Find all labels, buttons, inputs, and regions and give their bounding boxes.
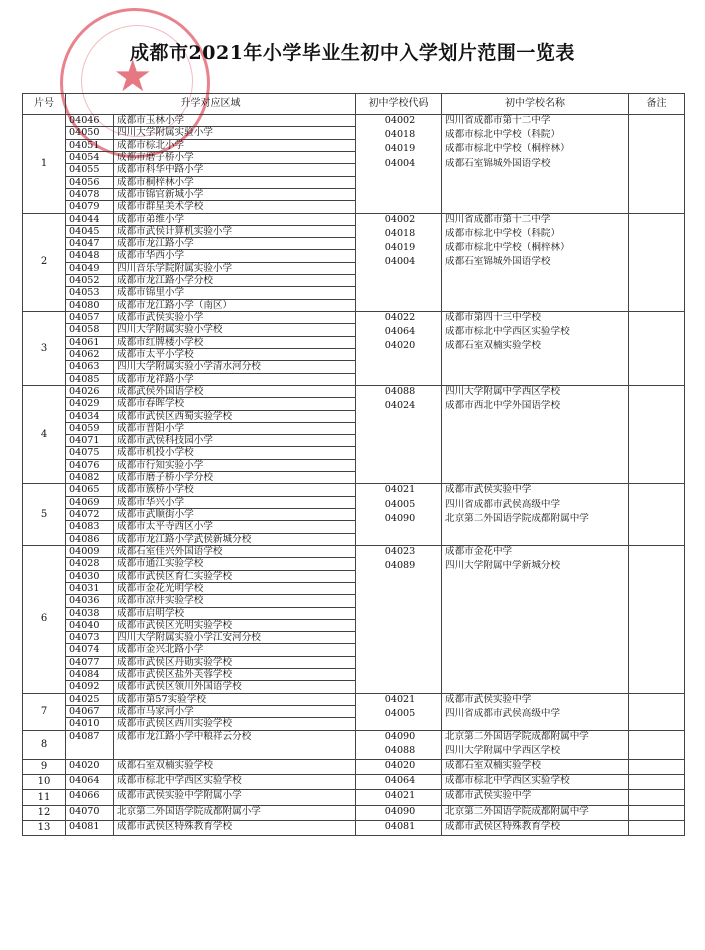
primary-school-name: 成都市磨子桥小学分校 <box>114 472 356 484</box>
primary-code: 04030 <box>66 570 114 582</box>
note-cell <box>629 730 685 759</box>
primary-code: 04067 <box>66 706 114 718</box>
middle-school-name: 成都市棕北中学西区实验学校 <box>445 775 570 787</box>
middle-school-name: 北京第二外国语学院成都附属中学 <box>445 730 589 742</box>
note-cell <box>629 484 685 546</box>
primary-code: 04049 <box>66 262 114 274</box>
middle-name-cell <box>442 730 629 759</box>
primary-school-name: 成都石室双楠实验学校 <box>114 760 356 775</box>
middle-school-code: 04024 <box>384 400 416 412</box>
primary-code: 04031 <box>66 582 114 594</box>
group-number: 11 <box>23 790 66 805</box>
table-row <box>23 545 685 557</box>
group-number: 2 <box>23 213 66 312</box>
primary-school-name: 成都市玉林小学 <box>114 115 356 127</box>
header-code: 初中学校代码 <box>356 94 442 115</box>
middle-school-name: 成都市第四十三中学校 <box>445 312 541 323</box>
primary-code: 04062 <box>66 348 114 360</box>
note-cell <box>629 775 685 790</box>
primary-school-name: 四川大学附属实验小学 <box>114 127 356 139</box>
table-row <box>23 730 685 759</box>
primary-school-name: 成都市棕北中学西区实验学校 <box>114 775 356 790</box>
primary-school-name: 成都市春晖学校 <box>114 398 356 410</box>
middle-code-cell <box>356 760 442 775</box>
middle-name-cell <box>442 805 629 820</box>
table-header-row <box>23 94 685 115</box>
primary-school-name: 成都市金兴北路小学 <box>114 644 356 656</box>
note-cell <box>629 760 685 775</box>
middle-school-name: 成都市棕北中学校（桐梓林） <box>445 241 570 253</box>
primary-school-name: 成都市行知实验小学 <box>114 459 356 471</box>
primary-code: 04092 <box>66 681 114 693</box>
primary-code: 04084 <box>66 669 114 681</box>
table-row <box>23 775 685 790</box>
table-body <box>23 115 685 836</box>
primary-school-name: 成都市群星美术学校 <box>114 201 356 213</box>
table-row <box>23 484 685 496</box>
note-cell <box>629 805 685 820</box>
primary-code: 04010 <box>66 718 114 730</box>
note-cell <box>629 790 685 805</box>
header-area: 升学对应区域 <box>66 94 356 115</box>
middle-code-cell <box>356 775 442 790</box>
primary-school-name: 成都市簇桥小学校 <box>114 484 356 496</box>
middle-code-cell <box>356 385 442 484</box>
middle-code-cell <box>356 730 442 759</box>
table-row <box>23 790 685 805</box>
middle-school-name: 成都市武侯区特殊教育学校 <box>445 820 561 832</box>
primary-school-name: 成都市弟维小学 <box>114 213 356 225</box>
primary-school-name: 成都市锦里小学 <box>114 287 356 299</box>
group-number: 12 <box>23 805 66 820</box>
primary-school-name: 成都市武侯实验小学 <box>114 312 356 324</box>
primary-school-name: 成都市武侯区育仁实验学校 <box>114 570 356 582</box>
middle-code-cell <box>356 213 442 312</box>
page-title: 成都市2021年小学毕业生初中入学划片范围一览表 <box>130 42 575 64</box>
table-row <box>23 760 685 775</box>
primary-school-name: 成都市武侯实验中学附属小学 <box>114 790 356 805</box>
middle-school-name: 成都市武侯实验中学 <box>445 693 532 705</box>
middle-school-name: 成都市棕北中学西区实验学校 <box>445 326 570 338</box>
middle-school-name: 四川大学附属中学新城分校 <box>445 560 561 572</box>
middle-school-code: 04081 <box>384 820 416 832</box>
middle-name-cell <box>442 820 629 835</box>
middle-name-cell <box>442 790 629 805</box>
middle-school-code: 04005 <box>384 707 416 719</box>
middle-school-name: 成都市西北中学外国语学校 <box>445 400 561 412</box>
primary-code: 04036 <box>66 595 114 607</box>
primary-code: 04059 <box>66 422 114 434</box>
primary-school-name: 成都市龙江路小学分校 <box>114 275 356 287</box>
primary-code: 04044 <box>66 213 114 225</box>
primary-school-name: 北京第二外国语学院成都附属小学 <box>114 805 356 820</box>
middle-school-code: 04019 <box>384 241 416 253</box>
table-row <box>23 805 685 820</box>
middle-school-code: 04023 <box>384 545 416 557</box>
middle-name-cell <box>442 213 629 312</box>
primary-school-name: 成都市武侯计算机实验小学 <box>114 225 356 237</box>
middle-school-name: 成都石室锦城外国语学校 <box>445 256 551 268</box>
middle-code-cell <box>356 312 442 386</box>
group-number: 6 <box>23 545 66 693</box>
middle-school-name: 成都市棕北中学校（科院） <box>445 227 561 239</box>
primary-school-name: 成都市武侯区领川外国语学校 <box>114 681 356 693</box>
primary-school-name: 四川音乐学院附属实验小学 <box>114 262 356 274</box>
middle-school-code: 04090 <box>384 730 416 742</box>
group-number: 4 <box>23 385 66 484</box>
primary-code: 04038 <box>66 607 114 619</box>
primary-code: 04025 <box>66 693 114 705</box>
middle-school-name: 北京第二外国语学院成都附属中学 <box>445 512 589 524</box>
primary-school-name: 成都市太平小学校 <box>114 348 356 360</box>
middle-school-code: 04002 <box>384 115 416 126</box>
middle-school-name: 四川省成都市第十二中学 <box>445 213 551 225</box>
primary-school-name: 成都市第57实验学校 <box>114 693 356 705</box>
middle-school-name: 四川大学附属中学西区学校 <box>445 385 561 397</box>
middle-school-name: 成都市武侯实验中学 <box>445 790 532 802</box>
primary-school-name: 成都市太平寺西区小学 <box>114 521 356 533</box>
primary-code: 04034 <box>66 410 114 422</box>
primary-code: 04056 <box>66 176 114 188</box>
primary-code: 04080 <box>66 299 114 311</box>
primary-code: 04057 <box>66 312 114 324</box>
primary-code: 04087 <box>66 730 114 759</box>
primary-code: 04085 <box>66 373 114 385</box>
primary-school-name: 成都市武侯科技园小学 <box>114 435 356 447</box>
primary-school-name: 四川大学附属实验小学校 <box>114 324 356 336</box>
middle-code-cell <box>356 484 442 546</box>
primary-code: 04052 <box>66 275 114 287</box>
middle-school-code: 04089 <box>384 560 416 572</box>
middle-school-code: 04004 <box>384 256 416 268</box>
middle-name-cell <box>442 760 629 775</box>
note-cell <box>629 115 685 214</box>
primary-school-name: 成都市桐梓林小学 <box>114 176 356 188</box>
primary-school-name: 成都市启明学校 <box>114 607 356 619</box>
district-table <box>22 93 685 836</box>
group-number: 8 <box>23 730 66 759</box>
middle-school-code: 04005 <box>384 498 416 510</box>
primary-school-name: 成都市科华中路小学 <box>114 164 356 176</box>
note-cell <box>629 820 685 835</box>
table-row <box>23 213 685 225</box>
primary-school-name: 成都市龙江路小学 <box>114 238 356 250</box>
middle-school-name: 成都市棕北中学校（桐梓林） <box>445 143 570 155</box>
middle-school-code: 04022 <box>384 312 416 323</box>
group-number: 7 <box>23 693 66 730</box>
middle-school-code: 04021 <box>384 484 416 496</box>
middle-school-code: 04021 <box>384 790 416 802</box>
group-number: 3 <box>23 312 66 386</box>
table-row <box>23 385 685 397</box>
primary-code: 04026 <box>66 385 114 397</box>
primary-school-name: 成都市棕北小学 <box>114 139 356 151</box>
middle-school-code: 04019 <box>384 143 416 155</box>
middle-school-code: 04064 <box>384 326 416 338</box>
middle-school-name: 成都石室锦城外国语学校 <box>445 157 551 169</box>
primary-code: 04066 <box>66 790 114 805</box>
primary-school-name: 成都市机投小学校 <box>114 447 356 459</box>
primary-school-name: 成都市晋阳小学 <box>114 422 356 434</box>
middle-code-cell <box>356 115 442 214</box>
table-row <box>23 312 685 324</box>
primary-code: 04040 <box>66 619 114 631</box>
primary-school-name: 成都市华兴小学 <box>114 496 356 508</box>
primary-code: 04086 <box>66 533 114 545</box>
primary-school-name: 成都市武侯区西川实验学校 <box>114 718 356 730</box>
header-no: 片号 <box>23 94 66 115</box>
primary-code: 04048 <box>66 250 114 262</box>
primary-school-name: 成都市红牌楼小学校 <box>114 336 356 348</box>
middle-code-cell <box>356 790 442 805</box>
primary-school-name: 成都市通江实验学校 <box>114 558 356 570</box>
middle-school-name: 四川省成都市武侯高级中学 <box>445 707 561 719</box>
group-number: 5 <box>23 484 66 546</box>
primary-code: 04078 <box>66 188 114 200</box>
primary-school-name: 四川大学附属实验小学清水河分校 <box>114 361 356 373</box>
primary-code: 04020 <box>66 760 114 775</box>
middle-school-code: 04020 <box>384 340 416 352</box>
primary-code: 04069 <box>66 496 114 508</box>
middle-school-name: 成都石室双楠实验学校 <box>445 760 541 771</box>
primary-school-name: 成都市龙江路小学武侯新城分校 <box>114 533 356 545</box>
note-cell <box>629 385 685 484</box>
middle-name-cell <box>442 385 629 484</box>
primary-code: 04050 <box>66 127 114 139</box>
group-number: 10 <box>23 775 66 790</box>
middle-name-cell <box>442 775 629 790</box>
primary-code: 04074 <box>66 644 114 656</box>
middle-code-cell <box>356 805 442 820</box>
middle-school-name: 四川省成都市武侯高级中学 <box>445 498 561 510</box>
middle-school-code: 04002 <box>384 213 416 225</box>
middle-school-name: 四川大学附属中学西区学校 <box>445 744 561 756</box>
primary-code: 04055 <box>66 164 114 176</box>
primary-school-name: 成都市凉井实验学校 <box>114 595 356 607</box>
primary-code: 04047 <box>66 238 114 250</box>
middle-school-code: 04064 <box>384 775 416 787</box>
primary-code: 04058 <box>66 324 114 336</box>
table-row <box>23 115 685 127</box>
primary-school-name: 成都市金花光明学校 <box>114 582 356 594</box>
primary-code: 04082 <box>66 472 114 484</box>
primary-school-name: 成都武侯外国语学校 <box>114 385 356 397</box>
primary-code: 04071 <box>66 435 114 447</box>
primary-school-name: 成都市龙江路小学中粮祥云分校 <box>114 730 356 759</box>
middle-school-code: 04090 <box>384 512 416 524</box>
header-note: 备注 <box>629 94 685 115</box>
primary-code: 04054 <box>66 151 114 163</box>
middle-name-cell <box>442 484 629 546</box>
note-cell <box>629 693 685 730</box>
middle-school-code: 04018 <box>384 227 416 239</box>
middle-code-cell <box>356 693 442 730</box>
primary-code: 04051 <box>66 139 114 151</box>
primary-school-name: 成都石室佳兴外国语学校 <box>114 545 356 557</box>
middle-code-cell <box>356 820 442 835</box>
middle-school-name: 成都市棕北中学校（科院） <box>445 129 561 141</box>
primary-code: 04064 <box>66 775 114 790</box>
middle-code-cell <box>356 545 442 693</box>
primary-code: 04065 <box>66 484 114 496</box>
primary-code: 04045 <box>66 225 114 237</box>
primary-code: 04079 <box>66 201 114 213</box>
primary-code: 04070 <box>66 805 114 820</box>
middle-school-name: 北京第二外国语学院成都附属中学 <box>445 805 589 817</box>
primary-code: 04081 <box>66 820 114 835</box>
primary-school-name: 成都市磨子桥小学 <box>114 151 356 163</box>
middle-school-name: 成都市金花中学 <box>445 545 513 557</box>
primary-school-name: 成都市武侯区盐外芙蓉学校 <box>114 669 356 681</box>
primary-school-name: 成都市武侯区特殊教育学校 <box>114 820 356 835</box>
table-row <box>23 820 685 835</box>
middle-name-cell <box>442 312 629 386</box>
primary-code: 04061 <box>66 336 114 348</box>
primary-school-name: 成都市龙祥路小学 <box>114 373 356 385</box>
primary-code: 04046 <box>66 115 114 127</box>
middle-school-name: 成都市武侯实验中学 <box>445 484 532 496</box>
primary-code: 04072 <box>66 509 114 521</box>
primary-school-name: 成都市马家河小学 <box>114 706 356 718</box>
primary-code: 04028 <box>66 558 114 570</box>
middle-school-code: 04090 <box>384 805 416 817</box>
middle-school-code: 04018 <box>384 129 416 141</box>
primary-code: 04075 <box>66 447 114 459</box>
primary-school-name: 成都市武侯区西蜀实验学校 <box>114 410 356 422</box>
table-row <box>23 693 685 705</box>
note-cell <box>629 545 685 693</box>
middle-school-code: 04088 <box>384 385 416 397</box>
middle-school-code: 04004 <box>384 157 416 169</box>
primary-school-name: 成都市龙江路小学（南区） <box>114 299 356 311</box>
seal-star-icon: ★ <box>113 51 153 102</box>
middle-school-code: 04088 <box>384 744 416 756</box>
middle-school-name: 成都石室双楠实验学校 <box>445 340 541 352</box>
primary-school-name: 成都市华西小学 <box>114 250 356 262</box>
middle-school-name: 四川省成都市第十二中学 <box>445 115 551 126</box>
middle-school-code: 04020 <box>384 760 416 771</box>
primary-school-name: 成都市锦官新城小学 <box>114 188 356 200</box>
header-school: 初中学校名称 <box>442 94 629 115</box>
middle-name-cell <box>442 115 629 214</box>
primary-school-name: 四川大学附属实验小学江安河分校 <box>114 632 356 644</box>
group-number: 1 <box>23 115 66 214</box>
note-cell <box>629 213 685 312</box>
primary-code: 04063 <box>66 361 114 373</box>
note-cell <box>629 312 685 386</box>
primary-code: 04076 <box>66 459 114 471</box>
primary-code: 04053 <box>66 287 114 299</box>
primary-code: 04029 <box>66 398 114 410</box>
group-number: 9 <box>23 760 66 775</box>
primary-code: 04077 <box>66 656 114 668</box>
primary-code: 04009 <box>66 545 114 557</box>
primary-school-name: 成都市武顺街小学 <box>114 509 356 521</box>
middle-name-cell <box>442 545 629 693</box>
group-number: 13 <box>23 820 66 835</box>
primary-school-name: 成都市武侯区丹勋实验学校 <box>114 656 356 668</box>
primary-code: 04073 <box>66 632 114 644</box>
primary-code: 04083 <box>66 521 114 533</box>
primary-school-name: 成都市武侯区光明实验学校 <box>114 619 356 631</box>
middle-name-cell <box>442 693 629 730</box>
middle-school-code: 04021 <box>384 693 416 705</box>
